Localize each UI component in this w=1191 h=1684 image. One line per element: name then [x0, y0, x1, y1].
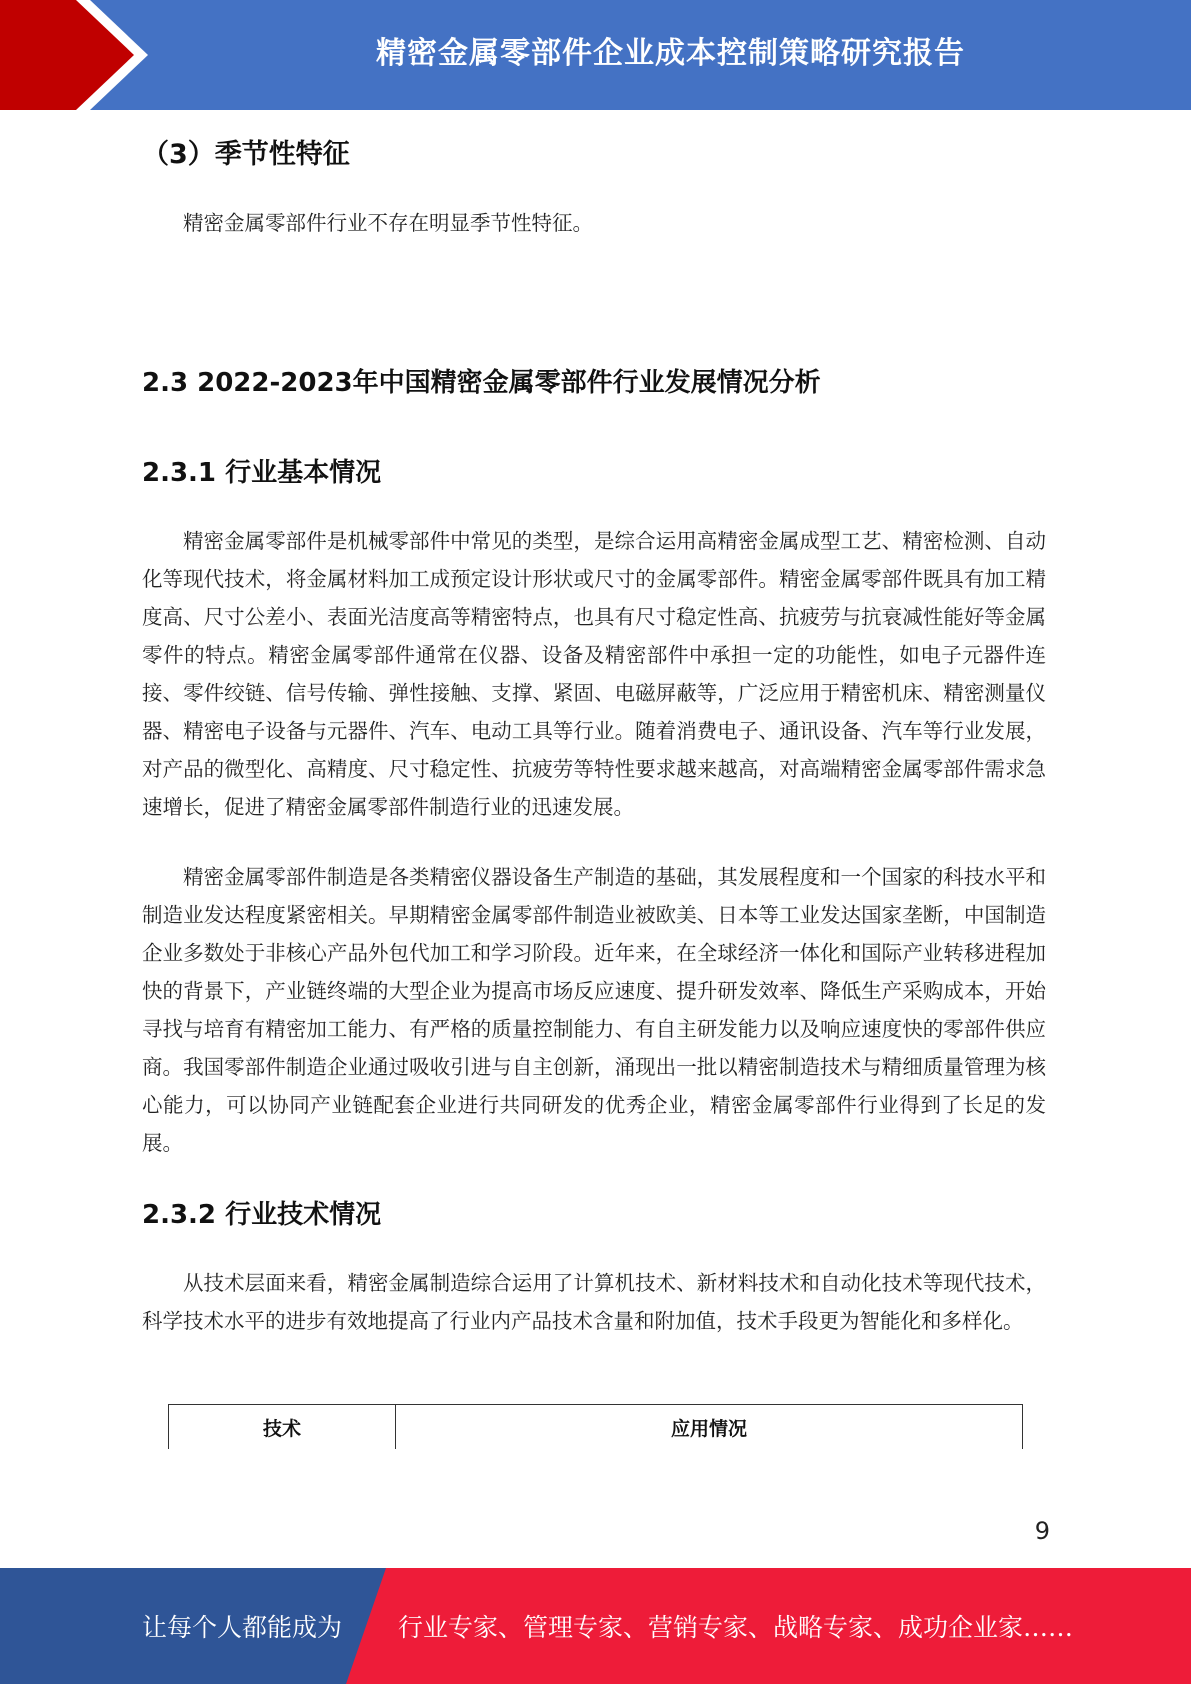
section-2-3-1-heading: 2.3.1 行业基本情况	[142, 458, 382, 488]
section-2-3-heading: 2.3 2022-2023年中国精密金属零部件行业发展情况分析	[142, 368, 821, 398]
header-red-arrow-decoration	[0, 0, 160, 110]
page-number: 9	[1034, 1517, 1050, 1545]
seasonal-paragraph: 精密金属零部件行业不存在明显季节性特征。	[183, 211, 593, 235]
section-2-3-1-paragraph-1: 精密金属零部件是机械零部件中常见的类型，是综合运用高精密金属成型工艺、精密检测、自动化等现代技术，将金属材料加工成预定设计形状或尺寸的金属零部件。精密金属零部件既具有加工精度高、尺寸公差小、表面光洁度高等精密特点，也具有尺寸稳定性高、抗疲劳与抗衰减性能好等金属零件的特点。精密金属零部件通常在仪器、设备及精密部件中承担一定的功能性，如电子元器件连接、零件绞链、信号传输、弹性接触、支撑、紧固、电磁屏蔽等，广泛应用于精密机床、精密测量仪器、精密电子设备与元器件、汽车、电动工具等行业。随着消费电子、通讯设备、汽车等行业发展，对产品的微型化、高精度、尺寸稳定性、抗疲劳等特性要求越来越高，对高端精密金属零部件需求急速增长，促进了精密金属零部件制造行业的迅速发展。	[142, 529, 1046, 819]
footer-slogan-left: 让每个人都能成为	[142, 1613, 343, 1642]
section-2-3-1-paragraph-2: 精密金属零部件制造是各类精密仪器设备生产制造的基础，其发展程度和一个国家的科技水平和制造业发达程度紧密相关。早期精密金属零部件制造业被欧美、日本等工业发达国家垄断，中国制造企业多数处于非核心产品外包代加工和学习阶段。近年来，在全球经济一体化和国际产业转移进程加快的背景下，产业链终端的大型企业为提高市场反应速度、提升研发效率、降低生产采购成本，开始寻找与培育有精密加工能力、有严格的质量控制能力、有自主研发能力以及响应速度快的零部件供应商。我国零部件制造企业通过吸收引进与自主创新，涌现出一批以精密制造技术与精细质量管理为核心能力，可以协同产业链配套企业进行共同研发的优秀企业，精密金属零部件行业得到了长足的发展。	[142, 865, 1046, 1155]
report-title: 精密金属零部件企业成本控制策略研究报告	[376, 36, 965, 71]
footer-slogan-right: 行业专家、管理专家、营销专家、战略专家、成功企业家……	[398, 1613, 1074, 1642]
section-2-3-2-heading: 2.3.2 行业技术情况	[142, 1200, 382, 1230]
header-banner	[0, 0, 1191, 110]
table-header-application: 应用情况	[396, 1405, 1023, 1450]
seasonal-heading: （3）季节性特征	[142, 139, 350, 170]
table-header-technology: 技术	[169, 1405, 396, 1450]
table-header-row	[169, 1405, 1023, 1450]
section-2-3-2-paragraph: 从技术层面来看，精密金属制造综合运用了计算机技术、新材料技术和自动化技术等现代技术，科学技术水平的进步有效地提高了行业内产品技术含量和附加值，技术手段更为智能化和多样化。	[142, 1271, 1046, 1333]
footer-banner	[0, 1568, 1191, 1684]
technology-table	[168, 1404, 1023, 1449]
